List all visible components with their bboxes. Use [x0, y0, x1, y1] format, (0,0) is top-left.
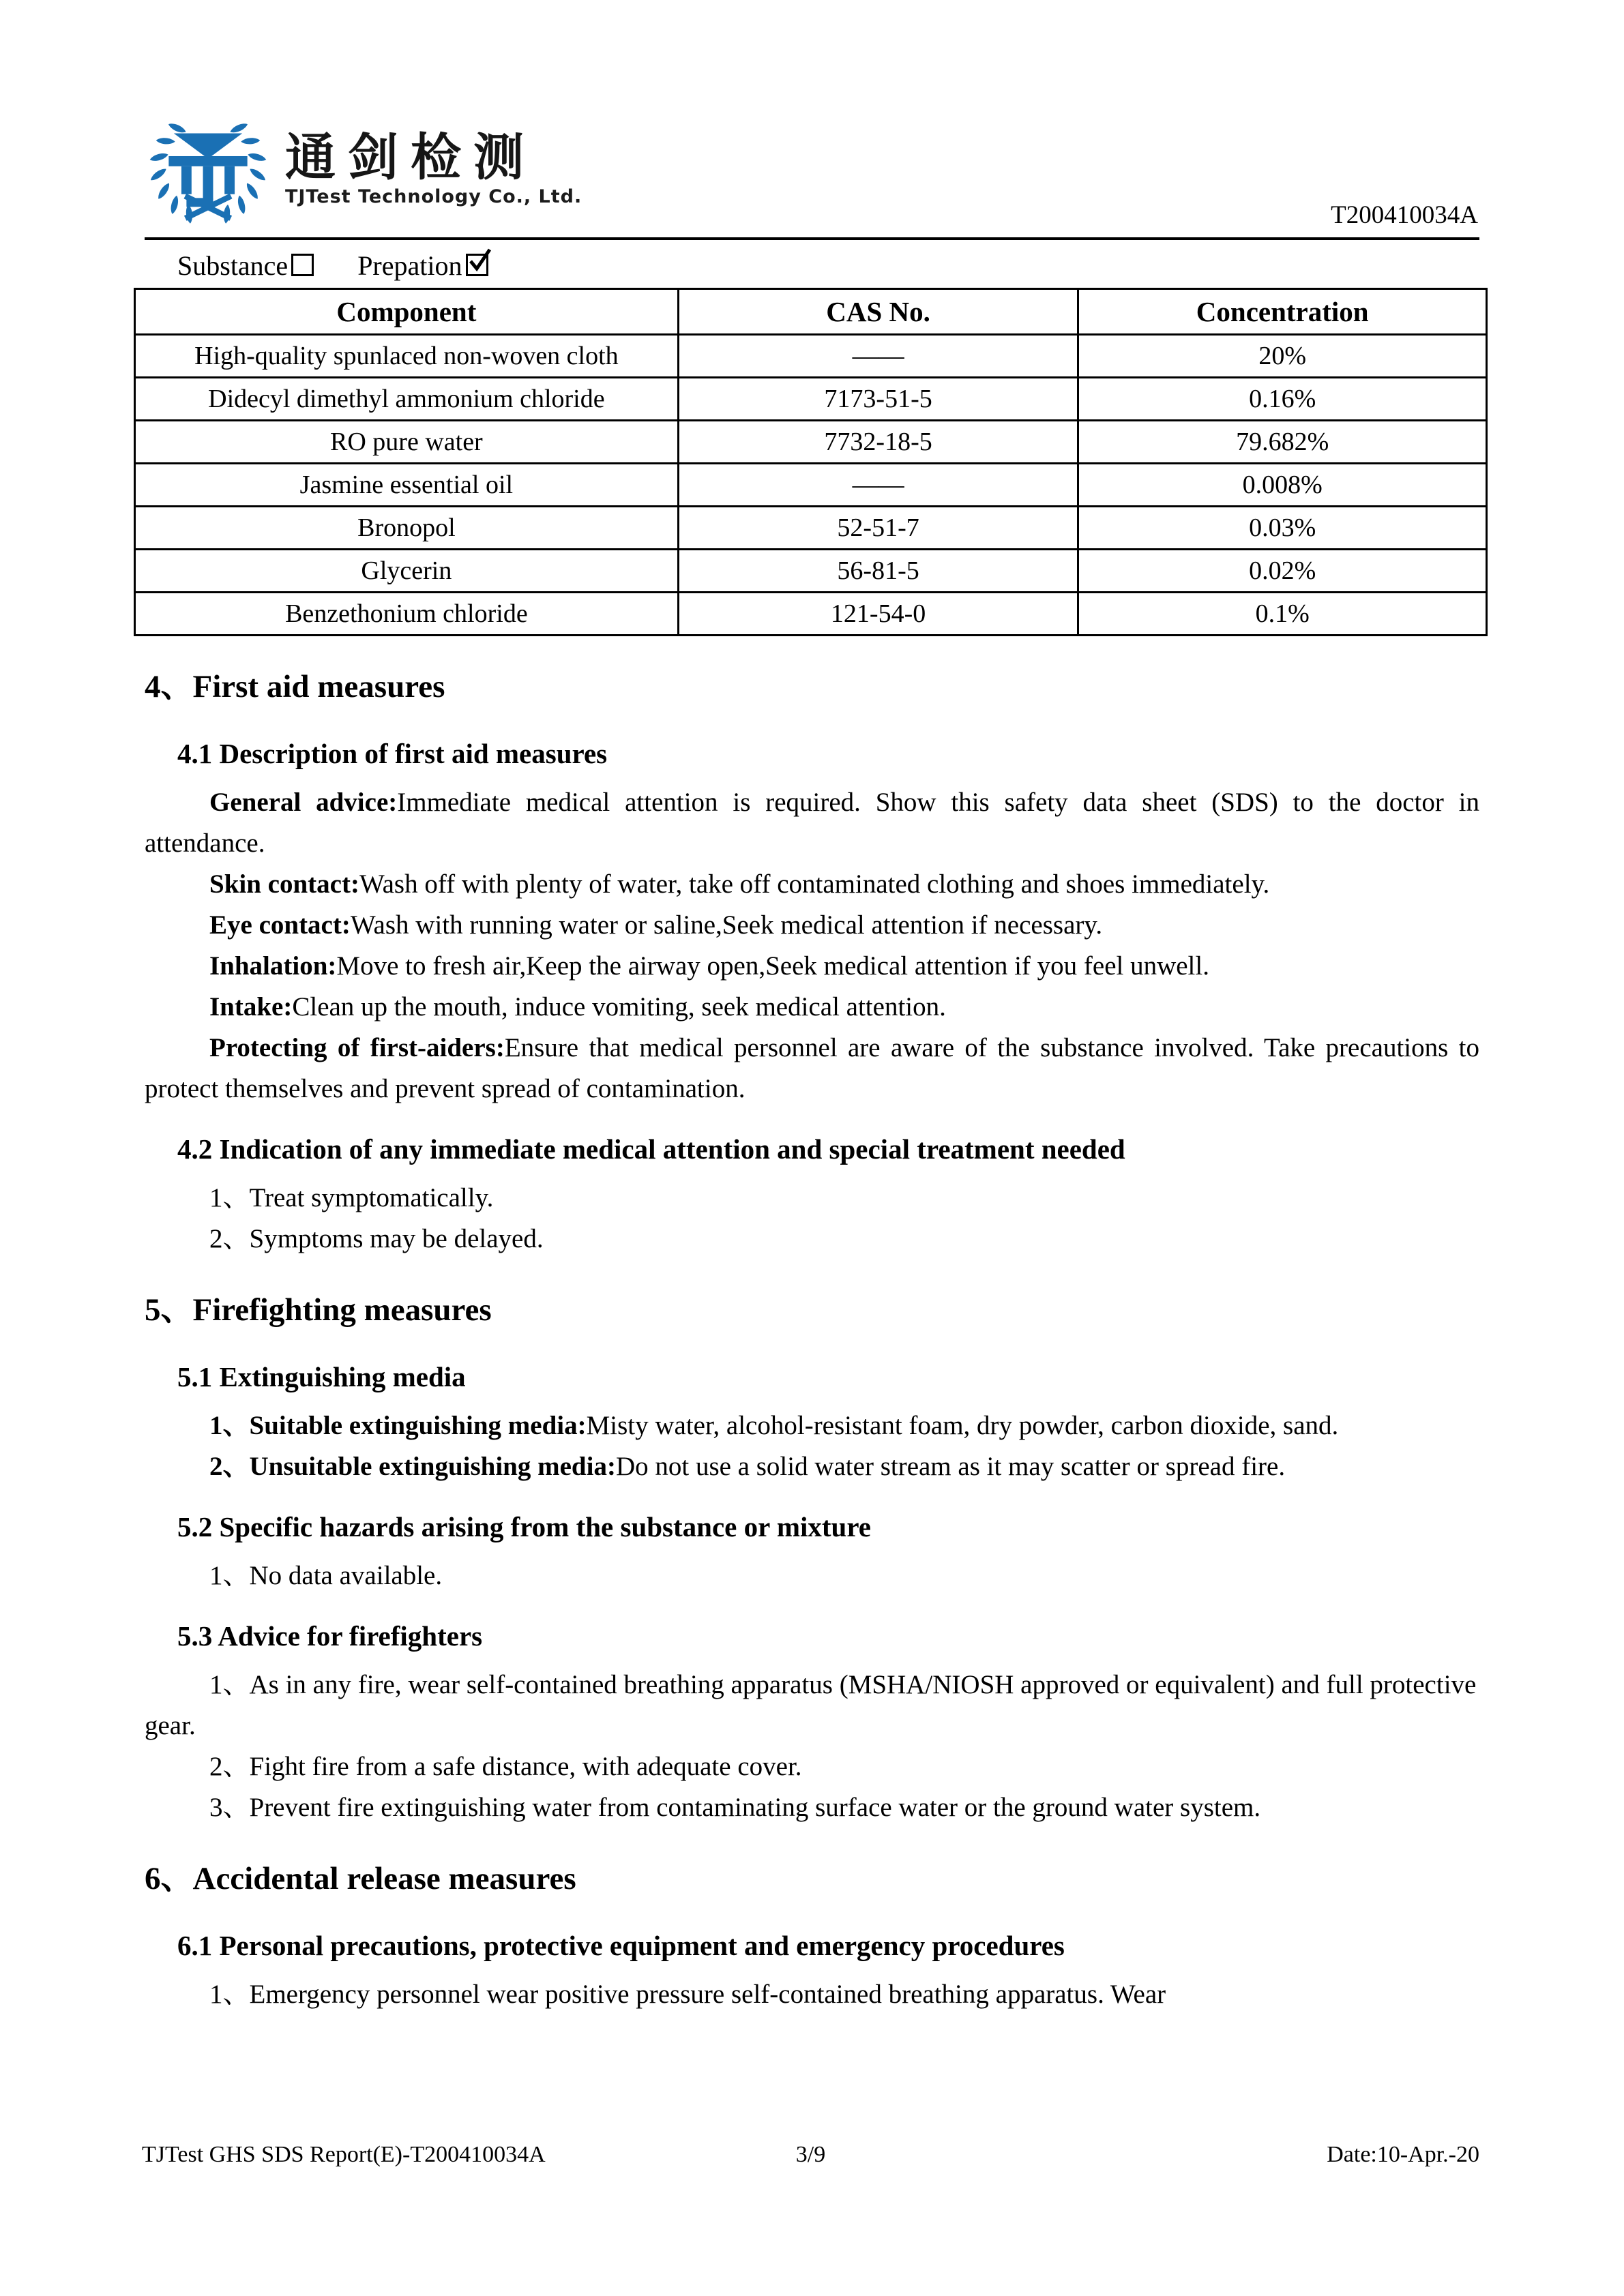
paragraph-text: Ensure that medical personnel are aware of the substance involved. Take precautions to protect themselves and prevent spread of contamination.	[145, 1033, 1479, 1103]
prepation-label: Prepation	[357, 250, 462, 281]
section-4-1-subheading: 4.1 Description of first aid measures	[177, 738, 608, 769]
component-cell: Glycerin	[135, 550, 679, 593]
section-4-2-subheading: 4.2 Indication of any immediate medical attention and special treatment needed	[177, 1133, 1125, 1165]
table-row	[135, 464, 1487, 507]
component-cell: High-quality spunlaced non-woven cloth	[135, 335, 679, 378]
paragraph-text: Clean up the mouth, induce vomiting, seek medical attention.	[292, 992, 946, 1022]
list-item: 2、Symptoms may be delayed.	[209, 1224, 544, 1253]
table-row	[135, 593, 1487, 636]
footer-date: Date:10-Apr.-20	[1327, 2142, 1480, 2167]
table-row	[135, 378, 1487, 421]
component-cell: Bronopol	[135, 507, 679, 550]
substance-prepation-line	[177, 248, 1479, 284]
cas-cell: ——	[678, 464, 1078, 507]
paragraph-label: Protecting of first-aiders:	[209, 1033, 505, 1062]
list-item: 1、No data available.	[209, 1561, 443, 1590]
paragraph-label: 2、Unsuitable extinguishing media:	[209, 1452, 616, 1481]
paragraph-label: Inhalation:	[209, 951, 337, 981]
substance-label: Substance	[177, 250, 289, 281]
concentration-cell: 20%	[1078, 335, 1487, 378]
cas-cell: ——	[678, 335, 1078, 378]
concentration-cell: 0.16%	[1078, 378, 1487, 421]
list-item: 1、Emergency personnel wear positive pressure self-contained breathing apparatus. Wear	[209, 1980, 1166, 2009]
paragraph-skin-contact	[145, 864, 1479, 905]
section-5-2-subheading: 5.2 Specific hazards arising from the substance or mixture	[177, 1511, 871, 1542]
table-row	[135, 550, 1487, 593]
section-5-heading: 5、Firefighting measures	[145, 1292, 492, 1328]
logo-text-block	[285, 121, 582, 209]
component-cell: Benzethonium chloride	[135, 593, 679, 636]
paragraph-text: Do not use a solid water stream as it may scatter or spread fire.	[615, 1452, 1286, 1481]
section-5-3-subheading: 5.3 Advice for firefighters	[177, 1620, 483, 1652]
paragraph-intake	[145, 987, 1479, 1028]
paragraph-label: Eye contact:	[209, 910, 351, 940]
paragraph-text: Wash with running water or saline,Seek medical attention if necessary.	[350, 910, 1103, 940]
page-footer	[142, 2141, 1479, 2168]
concentration-cell: 79.682%	[1078, 421, 1487, 464]
document-number: T200410034A	[1331, 201, 1478, 229]
component-cell: Didecyl dimethyl ammonium chloride	[135, 378, 679, 421]
paragraph-label: 1、Suitable extinguishing media:	[209, 1411, 587, 1440]
column-header-cas: CAS No.	[678, 289, 1078, 335]
column-header-concentration: Concentration	[1078, 289, 1487, 335]
section-6-heading: 6、Accidental release measures	[145, 1861, 576, 1896]
list-item: 1、As in any fire, wear self-contained breathing apparatus (MSHA/NIOSH approved or equivalent) and full protective gear.	[145, 1670, 1477, 1740]
laurel-wreath-tjt-logo-icon	[145, 102, 271, 228]
table-row	[135, 507, 1487, 550]
footer-report-id: TJTest GHS SDS Report(E)-T200410034A	[142, 2142, 546, 2167]
cas-cell: 52-51-7	[678, 507, 1078, 550]
check-mark-icon	[467, 248, 492, 272]
paragraph-eye-contact	[145, 905, 1479, 946]
composition-table	[134, 288, 1488, 636]
cas-cell: 7732-18-5	[678, 421, 1078, 464]
list-item: 2、Fight fire from a safe distance, with adequate cover.	[209, 1752, 802, 1781]
column-header-component: Component	[135, 289, 679, 335]
paragraph-text: Misty water, alcohol-resistant foam, dry powder, carbon dioxide, sand.	[586, 1411, 1339, 1440]
paragraph-inhalation	[145, 946, 1479, 987]
table-row	[135, 335, 1487, 378]
paragraph-label: General advice:	[209, 788, 398, 817]
footer-page-number: 3/9	[795, 2142, 826, 2167]
logo-chinese-name: 通剑检测	[285, 128, 536, 187]
component-cell: Jasmine essential oil	[135, 464, 679, 507]
concentration-cell: 0.02%	[1078, 550, 1487, 593]
page-header	[0, 0, 1624, 240]
paragraph-label: Intake:	[209, 992, 293, 1022]
cas-cell: 56-81-5	[678, 550, 1078, 593]
component-cell: RO pure water	[135, 421, 679, 464]
concentration-cell: 0.1%	[1078, 593, 1487, 636]
substance-checkbox-unchecked	[291, 254, 314, 276]
prepation-checkbox-checked	[466, 254, 488, 276]
paragraph-label: Skin contact:	[209, 869, 359, 899]
document-body	[0, 668, 1624, 2015]
cas-cell: 7173-51-5	[678, 378, 1078, 421]
table-row	[135, 421, 1487, 464]
header-divider	[145, 237, 1479, 240]
paragraph-text: Move to fresh air,Keep the airway open,Seek medical attention if you feel unwell.	[336, 951, 1209, 981]
company-logo	[145, 101, 1479, 229]
list-item: 3、Prevent fire extinguishing water from contaminating surface water or the ground water system.	[209, 1793, 1261, 1822]
paragraph-text: Wash off with plenty of water, take off contaminated clothing and shoes immediately.	[359, 869, 1270, 899]
section-4-heading: 4、First aid measures	[145, 669, 445, 704]
paragraph-suitable-media	[145, 1405, 1479, 1446]
concentration-cell: 0.03%	[1078, 507, 1487, 550]
paragraph-general-advice	[145, 782, 1479, 864]
section-5-1-subheading: 5.1 Extinguishing media	[177, 1361, 466, 1392]
paragraph-protecting-first-aiders	[145, 1028, 1479, 1109]
logo-company-name: TJTest Technology Co., Ltd.	[285, 186, 582, 207]
paragraph-unsuitable-media	[145, 1446, 1479, 1487]
list-item: 1、Treat symptomatically.	[209, 1183, 494, 1212]
section-6-1-subheading: 6.1 Personal precautions, protective equipment and emergency procedures	[177, 1930, 1065, 1961]
cas-cell: 121-54-0	[678, 593, 1078, 636]
table-header-row	[135, 289, 1487, 335]
paragraph-text: Immediate medical attention is required. Show this safety data sheet (SDS) to the doctor in attendance.	[145, 788, 1479, 858]
concentration-cell: 0.008%	[1078, 464, 1487, 507]
